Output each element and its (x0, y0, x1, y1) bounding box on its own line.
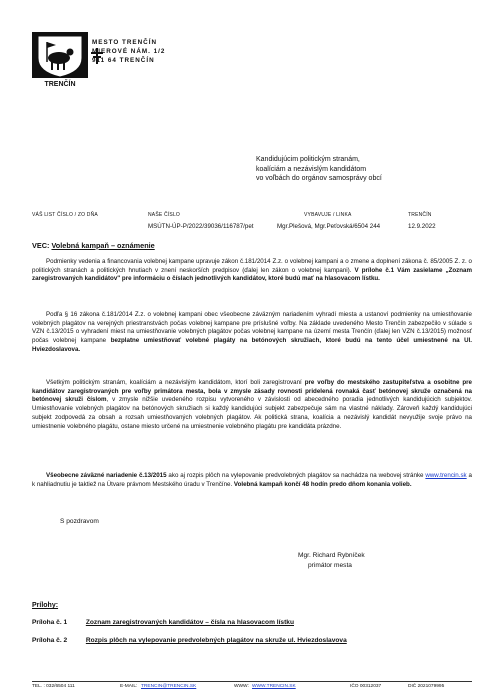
addressee-block (256, 155, 476, 184)
paragraph-bold: bezplatne umiestňovať volebné plagáty na betónových skružiach, ktoré budú na tento účel umiestnené na Ul. Hviezdoslavova. (32, 337, 473, 353)
paragraph-text: ako aj rozpis plôch na vylepovanie predvolebných plagátov sa nachádza na webovej stránke (168, 472, 424, 479)
our-number-label: NAŠE ČÍSLO (148, 212, 181, 218)
your-letter-label: VÁŠ LIST ČÍSLO / ZO DŇA (32, 212, 98, 218)
footer-tel: TEL. : 032/6504 111 (32, 684, 75, 689)
paragraph-bold: V prílohe č.1 Vám zasielame „Zoznam zaregistrovaných kandidátov" pre informáciu o číslach jednotlivých kandidátov, ktoré budú mať na hlasovacom lístku. (32, 266, 472, 283)
attachment-key: Príloha č. 2 (32, 637, 68, 644)
addressee-line: koalíciám a nezávislým kandidátom (256, 165, 367, 173)
paragraph-text: Podmienky vedenia a financovania volebnej kampane upravuje zákon č.181/2014 Z.z. o volebnej kampani a o zmene a doplnení zákona č. 85/2005 Z. z. o politických stranách a politických hnutiach v znení neskorších predpisov (ďalej len zákon o volebnej kampani). (32, 258, 472, 274)
logo-text: TRENČÍN (44, 81, 76, 88)
paragraph-text: Podľa § 16 zákona č.181/2014 Z.z. o volebnej kampani obec všeobecne záväzným nariadením vyhradí miesta a ustanoví podmienky na umiestňovanie volebných plagátov na verejných priestranstvách počas volebnej kampane pre príslušné voľby. Na základe uvedeného Mesto Trenčín zabezpečilo v súlade s VZN č.13/2015 o vyhradení miest na umiestňovanie volebných plagátov počas volebnej kampane na území mesta Trenčín (ďalej len VZN č.13/2015) možnosť počas volebnej kampane (32, 311, 472, 345)
website-link[interactable]: www.trencin.sk (425, 472, 467, 479)
signatory-role: primátor mesta (308, 561, 352, 569)
attachment-item (32, 637, 347, 644)
footer-email-label: E-MAIL: (120, 684, 138, 689)
paragraph-text: , v zmysle nižšie uvedeného rozpisu vytvoreného v závislosti od abecedného poradia jednotlivých kandidujúcich subjektov. Umiestňovanie volebných plagátov na betónových skružiach si každý kandidujúci subjekt zabezpečuje sám na vlastné náklady. Zároveň každý kandidujúci subjekt zodpovedá za obsah a rozsah umiestňovaných volebných plagátov. Ak politická strana, koalícia a nezávislý kandidát nevyužije svoje právo na umiestnenie volebného plagátu, ostane miesto určené na umiestnenie volebného plagátu pre kandidáta prázdne. (32, 396, 473, 430)
handler-label: VYBAVUJE / LINKA (304, 212, 352, 218)
subject-prefix: VEC: (32, 241, 50, 250)
paragraph-bold: pre voľby do mestského zastupiteľstva a osobitne pre kandidátov zaregistrovaných pre voľby primátora mesta, bola v zmysle zásady rovnosti pridelená rovnaká časť betónovej skruže označená na betónovej skruži číslom (32, 379, 472, 404)
footer-ico: IČO 00312037 (350, 684, 382, 689)
paragraph-text: a k nahliadnutiu je taktiež na Útvare právnom Mestského úradu v Trenčíne. (32, 472, 472, 488)
paragraph-4 (32, 472, 472, 489)
date-value: 12.9.2022 (408, 223, 436, 230)
signature-block (298, 551, 365, 570)
paragraph-bold: Všeobecne záväzné nariadenie č.13/2015 (46, 472, 167, 479)
footer-web-link[interactable]: WWW.TRENCIN.SK (252, 684, 296, 689)
addressee-line: vo voľbách do orgánov samosprávy obcí (256, 175, 382, 182)
org-city: 911 64 TRENČÍN (92, 57, 155, 64)
attachment-key: Príloha č. 1 (32, 619, 68, 626)
footer-dic: DIČ 2021079995 (408, 684, 445, 689)
org-street: MIEROVÉ NÁM. 1/2 (92, 48, 166, 55)
subject-text: Volebná kampaň – oznámenie (51, 241, 155, 250)
attachment-value: Zoznam zaregistrovaných kandidátov – čísla na hlasovacom lístku (85, 619, 294, 626)
paragraph-bold: Volebná kampaň končí 48 hodín predo dňom konania volieb. (233, 480, 412, 488)
footer-divider (32, 681, 472, 682)
attachments-title: Prílohy: (32, 602, 59, 609)
footer-email-link[interactable]: TRENCIN@TRENCIN.SK (141, 684, 197, 689)
place-label: TRENČÍN (408, 212, 432, 218)
signatory-name: Mgr. Richard Rybníček (298, 552, 365, 559)
paragraph-2 (32, 311, 472, 355)
our-number-value: MSÚTN-ÚP-P/2022/39036/116787/pet (148, 223, 254, 230)
greeting: S pozdravom (60, 518, 99, 525)
coat-of-arms-logo (32, 32, 88, 88)
handler-value: Mgr.Plešová, Mgr.Peťovská/6504 244 (277, 223, 381, 230)
addressee-line: Kandidujúcim politickým stranám, (256, 156, 360, 163)
reference-row (32, 212, 472, 242)
subject-line (32, 241, 155, 250)
paragraph-text: Všetkým politickým stranám, koalíciám a nezávislým kandidátom, ktorí boli zaregistrovaní (46, 379, 302, 386)
attachment-item (32, 619, 294, 626)
org-address (92, 38, 165, 65)
paragraph-3 (32, 379, 472, 431)
attachment-value: Rozpis plôch na vylepovanie predvolebných plagátov na skruže ul. Hviezdoslavova (85, 637, 347, 644)
org-name: MESTO TRENČÍN (92, 39, 158, 46)
paragraph-1 (32, 258, 472, 284)
footer-web-label: WWW: (234, 684, 249, 689)
